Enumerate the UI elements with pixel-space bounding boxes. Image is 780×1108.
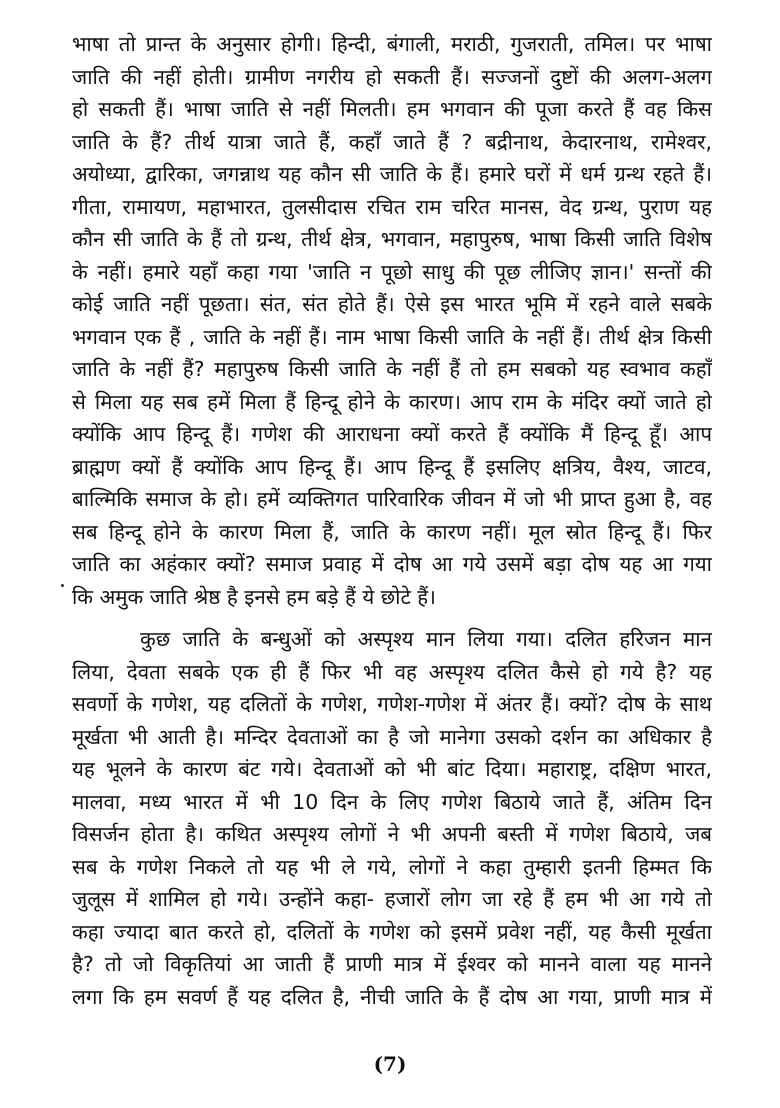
text-line: लिया, देवता सबके एक ही हैं फिर भी वह अस्पृश्य दलित कैसे हो गये है? यह xyxy=(72,659,712,684)
scan-speck xyxy=(61,584,64,587)
text-line: जाति के नहीं हैं? महापुरुष किसी जाति के नहीं हैं तो हम सबको यह स्वभाव कहाँ xyxy=(72,357,712,381)
text-line: सवर्णो के गणेश, यह दलितों के गणेश, गणेश-गणेश में अंतर हैं। क्यों? दोष के साथ xyxy=(72,692,712,716)
text-line: जुलूस में शामिल हो गये। उन्होंने कहा- हजारों लोग जा रहे हैं हम भी आ गये तो xyxy=(72,887,712,911)
text-line: कहा ज्यादा बात करते हो, दलितों के गणेश को इसमें प्रवेश नहीं, यह कैसी मूर्खता xyxy=(72,919,712,944)
text-line: से मिला यह सब हमें मिला हैं हिन्दू होने के कारण। आप राम के मंदिर क्यों जाते हो xyxy=(72,389,712,414)
text-line: मूर्खता भी आती है। मन्दिर देवताओं का है जो मानेगा उसको दर्शन का अधिकार है xyxy=(72,724,712,749)
text-line: बाल्मिकि समाज के हो। हमें व्यक्तिगत पारिवारिक जीवन में जो भी प्राप्त हुआ है, वह xyxy=(72,487,712,511)
text-line: सब के गणेश निकले तो यह भी ले गये, लोगों ने कहा तुम्हारी इतनी हिम्मत कि xyxy=(72,854,712,879)
text-line: कि अमुक जाति श्रेष्ठ है इनसे हम बड़े हैं ये छोटे हैं। xyxy=(72,584,436,609)
text-line: कुछ जाति के बन्धुओं को अस्पृश्य मान लिया गया। दलित हरिजन मान xyxy=(140,627,712,651)
paragraph-2 xyxy=(72,623,712,1013)
text-line: यह भूलने के कारण बंट गये। देवताओं को भी बांट दिया। महाराष्ट्र, दक्षिण भारत, xyxy=(72,757,712,781)
text-line: है? तो जो विकृतियां आ जाती हैं प्राणी मात्र में ईश्वर को मानने वाला यह मानने xyxy=(72,952,712,976)
text-line: विसर्जन होता है। कथित अस्पृश्य लोगों ने भी अपनी बस्ती में गणेश बिठाये, जब xyxy=(72,822,712,846)
text-line: सब हिन्दू होने के कारण मिला हैं, जाति के कारण नहीं। मूल स्रोत हिन्दू हैं। फिर xyxy=(72,519,712,544)
page-number: (7) xyxy=(373,1052,407,1076)
text-line: कौन सी जाति के हैं तो ग्रन्थ, तीर्थ क्षेत्र, भगवान, महापुरुष, भाषा किसी जाति विशेष xyxy=(72,227,712,251)
text-line: कोई जाति नहीं पूछता। संत, संत होते हैं। ऐसे इस भारत भूमि में रहने वाले सबके xyxy=(72,292,712,316)
text-line: मालवा, मध्य भारत में भी 10 दिन के लिए गणेश बिठाये जाते हैं, अंतिम दिन xyxy=(72,789,712,814)
text-line: ब्राह्मण क्यों हैं क्योंकि आप हिन्दू हैं। आप हिन्दू हैं इसलिए क्षत्रिय, वैश्य, जाटव, xyxy=(72,454,712,479)
text-line: के नहीं। हमारे यहाँ कहा गया 'जाति न पूछो साधु की पूछ लीजिए ज्ञान।' सन्तों की xyxy=(72,259,712,284)
paragraph-1 xyxy=(72,28,712,613)
text-line: जाति की नहीं होती। ग्रामीण नगरीय हो सकती हैं। सज्जनों दुष्टों की अलग-अलग xyxy=(72,64,712,89)
text-line: जाति के हैं? तीर्थ यात्रा जाते हैं, कहाँ जाते हैं ? बद्रीनाथ, केदारनाथ, रामेश्वर, xyxy=(72,129,712,154)
text-line: हो सकती हैं। भाषा जाति से नहीं मिलती। हम भगवान की पूजा करते हैं वह किस xyxy=(72,97,712,121)
text-line: भगवान एक हैं , जाति के नहीं हैं। नाम भाषा किसी जाति के नहीं हैं। तीर्थ क्षेत्र किसी xyxy=(72,324,712,349)
paragraph-spacer xyxy=(72,613,712,623)
body-text xyxy=(72,28,712,1013)
text-line: अयोध्या, द्वारिका, जगन्नाथ यह कौन सी जाति के हैं। हमारे घरों में धर्म ग्रन्थ रहते हैं। xyxy=(72,162,712,186)
text-line: क्योंकि आप हिन्दू हैं। गणेश की आराधना क्यों करते हैं क्योंकि मैं हिन्दू हूँ। आप xyxy=(72,422,712,446)
text-line: भाषा तो प्रान्त के अनुसार होगी। हिन्दी, बंगाली, मराठी, गुजराती, तमिल। पर भाषा xyxy=(72,32,712,56)
text-line: लगा कि हम सवर्ण हैं यह दलित है, नीची जाति के हैं दोष आ गया, प्राणी मात्र में xyxy=(72,984,712,1009)
text-line: गीता, रामायण, महाभारत, तुलसीदास रचित राम चरित मानस, वेद ग्रन्थ, पुराण यह xyxy=(72,194,712,219)
text-line: जाति का अहंकार क्यों? समाज प्रवाह में दोष आ गये उसमें बड़ा दोष यह आ गया xyxy=(72,552,712,576)
